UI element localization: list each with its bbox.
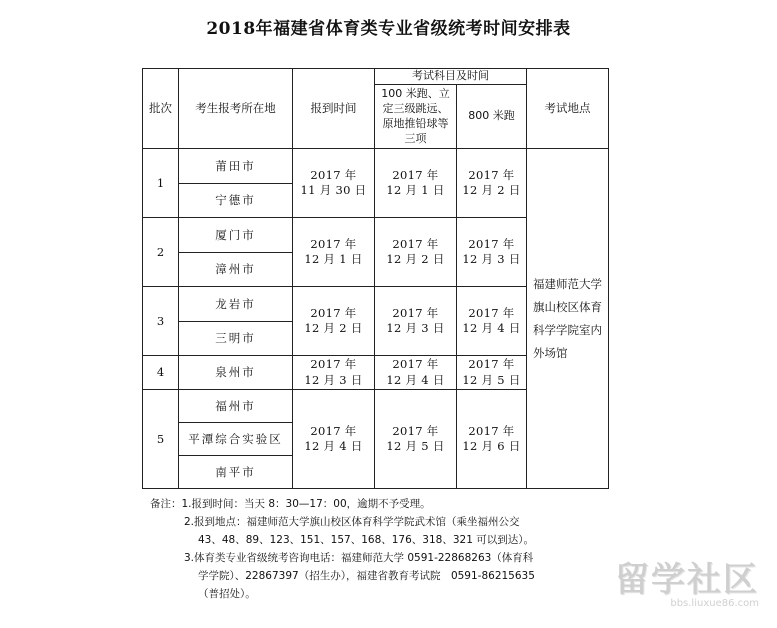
batch-cell: 5 bbox=[143, 390, 179, 489]
table-row bbox=[143, 149, 609, 184]
batch-cell: 4 bbox=[143, 356, 179, 390]
batch-cell: 2 bbox=[143, 218, 179, 287]
report-date-cell: 2017 年 12 月 1 日 bbox=[293, 218, 375, 287]
note-1: 备注：1.报到时间：当天 8：30—17：00，逾期不予受理。 bbox=[150, 498, 431, 510]
city-cell: 南平市 bbox=[179, 456, 293, 489]
batch-cell: 3 bbox=[143, 287, 179, 356]
report-date-cell: 2017 年 12 月 4 日 bbox=[293, 390, 375, 489]
city-cell: 福州市 bbox=[179, 390, 293, 423]
header-venue: 考试地点 bbox=[527, 69, 609, 149]
exam1-date-cell: 2017 年 12 月 4 日 bbox=[375, 356, 457, 390]
header-report-time: 报到时间 bbox=[293, 69, 375, 149]
city-cell: 莆田市 bbox=[179, 149, 293, 184]
watermark-url: bbs.liuxue86.com bbox=[670, 598, 759, 609]
schedule-table bbox=[142, 68, 609, 489]
report-date-cell: 2017 年 11 月 30 日 bbox=[293, 149, 375, 218]
city-cell: 厦门市 bbox=[179, 218, 293, 253]
exam2-date-cell: 2017 年 12 月 2 日 bbox=[457, 149, 527, 218]
note-3-line-2: 学学院）、22867397（招生办），福建省教育考试院 0591-86215635 bbox=[198, 570, 535, 582]
note-3-line-1: 3.体育类专业省级统考咨询电话：福建师范大学 0591-22868263（体育科 bbox=[184, 552, 534, 564]
header-location: 考生报考所在地 bbox=[179, 69, 293, 149]
city-cell: 龙岩市 bbox=[179, 287, 293, 322]
watermark-logo bbox=[609, 560, 759, 620]
exam2-date-cell: 2017 年 12 月 4 日 bbox=[457, 287, 527, 356]
note-3-line-3: （普招处）。 bbox=[198, 588, 256, 600]
city-cell: 宁德市 bbox=[179, 184, 293, 218]
exam1-date-cell: 2017 年 12 月 3 日 bbox=[375, 287, 457, 356]
city-cell: 漳州市 bbox=[179, 253, 293, 287]
exam1-date-cell: 2017 年 12 月 2 日 bbox=[375, 218, 457, 287]
exam1-date-cell: 2017 年 12 月 1 日 bbox=[375, 149, 457, 218]
batch-cell: 1 bbox=[143, 149, 179, 218]
header-batch: 批次 bbox=[143, 69, 179, 149]
exam1-date-cell: 2017 年 12 月 5 日 bbox=[375, 390, 457, 489]
note-2-line-1: 2.报到地点：福建师范大学旗山校区体育科学学院武术馆（乘坐福州公交 bbox=[184, 516, 520, 528]
city-cell: 平潭综合实验区 bbox=[179, 423, 293, 456]
exam2-date-cell: 2017 年 12 月 6 日 bbox=[457, 390, 527, 489]
header-exam-group: 考试科目及时间 bbox=[375, 69, 527, 85]
header-exam1: 100 米跑、立定三级跳远、原地推铅球等三项 bbox=[375, 85, 457, 149]
report-date-cell: 2017 年 12 月 2 日 bbox=[293, 287, 375, 356]
notes-section bbox=[150, 495, 620, 603]
report-date-cell: 2017 年 12 月 3 日 bbox=[293, 356, 375, 390]
header-exam2: 800 米跑 bbox=[457, 85, 527, 149]
city-cell: 泉州市 bbox=[179, 356, 293, 390]
exam2-date-cell: 2017 年 12 月 3 日 bbox=[457, 218, 527, 287]
venue-cell: 福建师范大学旗山校区体育科学学院室内外场馆 bbox=[527, 149, 609, 489]
exam2-date-cell: 2017 年 12 月 5 日 bbox=[457, 356, 527, 390]
city-cell: 三明市 bbox=[179, 322, 293, 356]
page-title: 2018年福建省体育类专业省级统考时间安排表 bbox=[206, 19, 571, 39]
note-2-line-2: 43、48、89、123、151、157、168、176、318、321 可以到达）。 bbox=[198, 534, 534, 546]
watermark-text: 留学社区 bbox=[615, 560, 759, 600]
